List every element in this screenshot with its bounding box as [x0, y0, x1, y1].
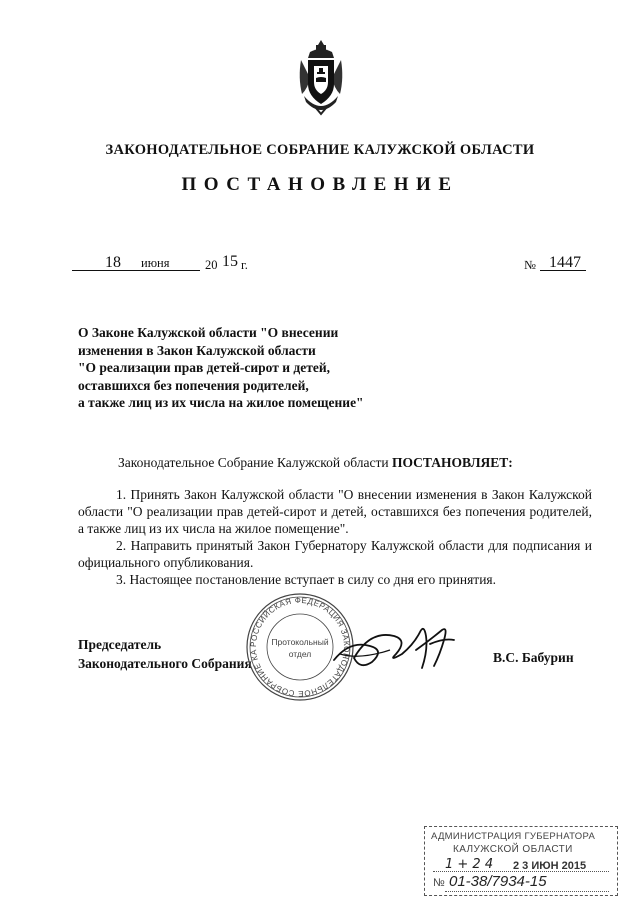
signatory-title — [78, 635, 252, 673]
registration-day: 1 + 2 4 — [445, 857, 494, 872]
seal-center-line: отдел — [288, 649, 312, 659]
signatory-name: В.С. Бабурин — [493, 650, 574, 665]
registration-date-line — [433, 871, 609, 872]
decree-verb: ПОСТАНОВЛЯЕТ: — [392, 455, 513, 470]
registration-date: 2 3 ИЮН 2015 — [513, 860, 587, 872]
document-subject — [78, 324, 398, 412]
organization-heading: ЗАКОНОДАТЕЛЬНОЕ СОБРАНИЕ КАЛУЖСКОЙ ОБЛАСТИ — [105, 142, 535, 158]
date-year-suffix: 15 — [222, 253, 238, 270]
signatory-title-line: Законодательного Собрания — [78, 656, 252, 671]
number-sign: № — [524, 258, 536, 272]
date-day: 18 — [105, 254, 121, 271]
registration-number-sign: № — [433, 877, 445, 889]
seal-ring-text: РОССИЙСКАЯ ФЕДЕРАЦИЯ ЗАКОНОДАТЕЛЬНОЕ СОБРАНИЕ КА — [248, 595, 352, 699]
decree-items — [78, 486, 592, 588]
registration-region: КАЛУЖСКОЙ ОБЛАСТИ — [453, 844, 573, 855]
date-year-unit: г. — [241, 258, 248, 272]
decree-item: 3. Настоящее постановление вступает в силу со дня его принятия. — [116, 572, 497, 587]
signatory-title-line: Председатель — [78, 637, 162, 652]
document-type-title: ПОСТАНОВЛЕНИЕ — [181, 174, 459, 195]
registration-stamp — [424, 826, 618, 896]
subject-line: О Законе Калужской области "О внесении — [78, 325, 339, 340]
subject-line: "О реализации прав детей-сирот и детей, — [78, 360, 331, 375]
date-year-prefix: 20 — [205, 258, 218, 272]
decree-statement — [118, 455, 513, 471]
registration-organization: АДМИНИСТРАЦИЯ ГУБЕРНАТОРА — [431, 831, 596, 842]
registration-number-line — [445, 891, 609, 892]
date-underline — [72, 270, 200, 271]
handwritten-signature — [330, 610, 460, 685]
subject-line: а также лиц из их числа на жилое помещение" — [78, 395, 364, 410]
document-number: 1447 — [549, 254, 581, 271]
date-month: июня — [141, 256, 170, 270]
decree-item: 1. Принять Закон Калужской области "О внесении изменения в Закон Калужской области "О реализации прав детей-сирот и детей, оставшихся без попечения родителей, а также лиц из их числа на жилое помещение". — [78, 487, 592, 536]
decree-item: 2. Направить принятый Закон Губернатору Калужской области для подписания и официального опубликования. — [78, 538, 592, 570]
decree-subject: Законодательное Собрание Калужской области — [118, 455, 389, 470]
seal-center-line: Протокольный — [271, 637, 329, 647]
subject-line: изменения в Закон Калужской области — [78, 342, 316, 358]
registration-number: 01-38/7934-15 — [449, 873, 547, 890]
subject-line: оставшихся без попечения родителей, — [78, 377, 309, 393]
coat-of-arms-icon — [296, 38, 346, 118]
